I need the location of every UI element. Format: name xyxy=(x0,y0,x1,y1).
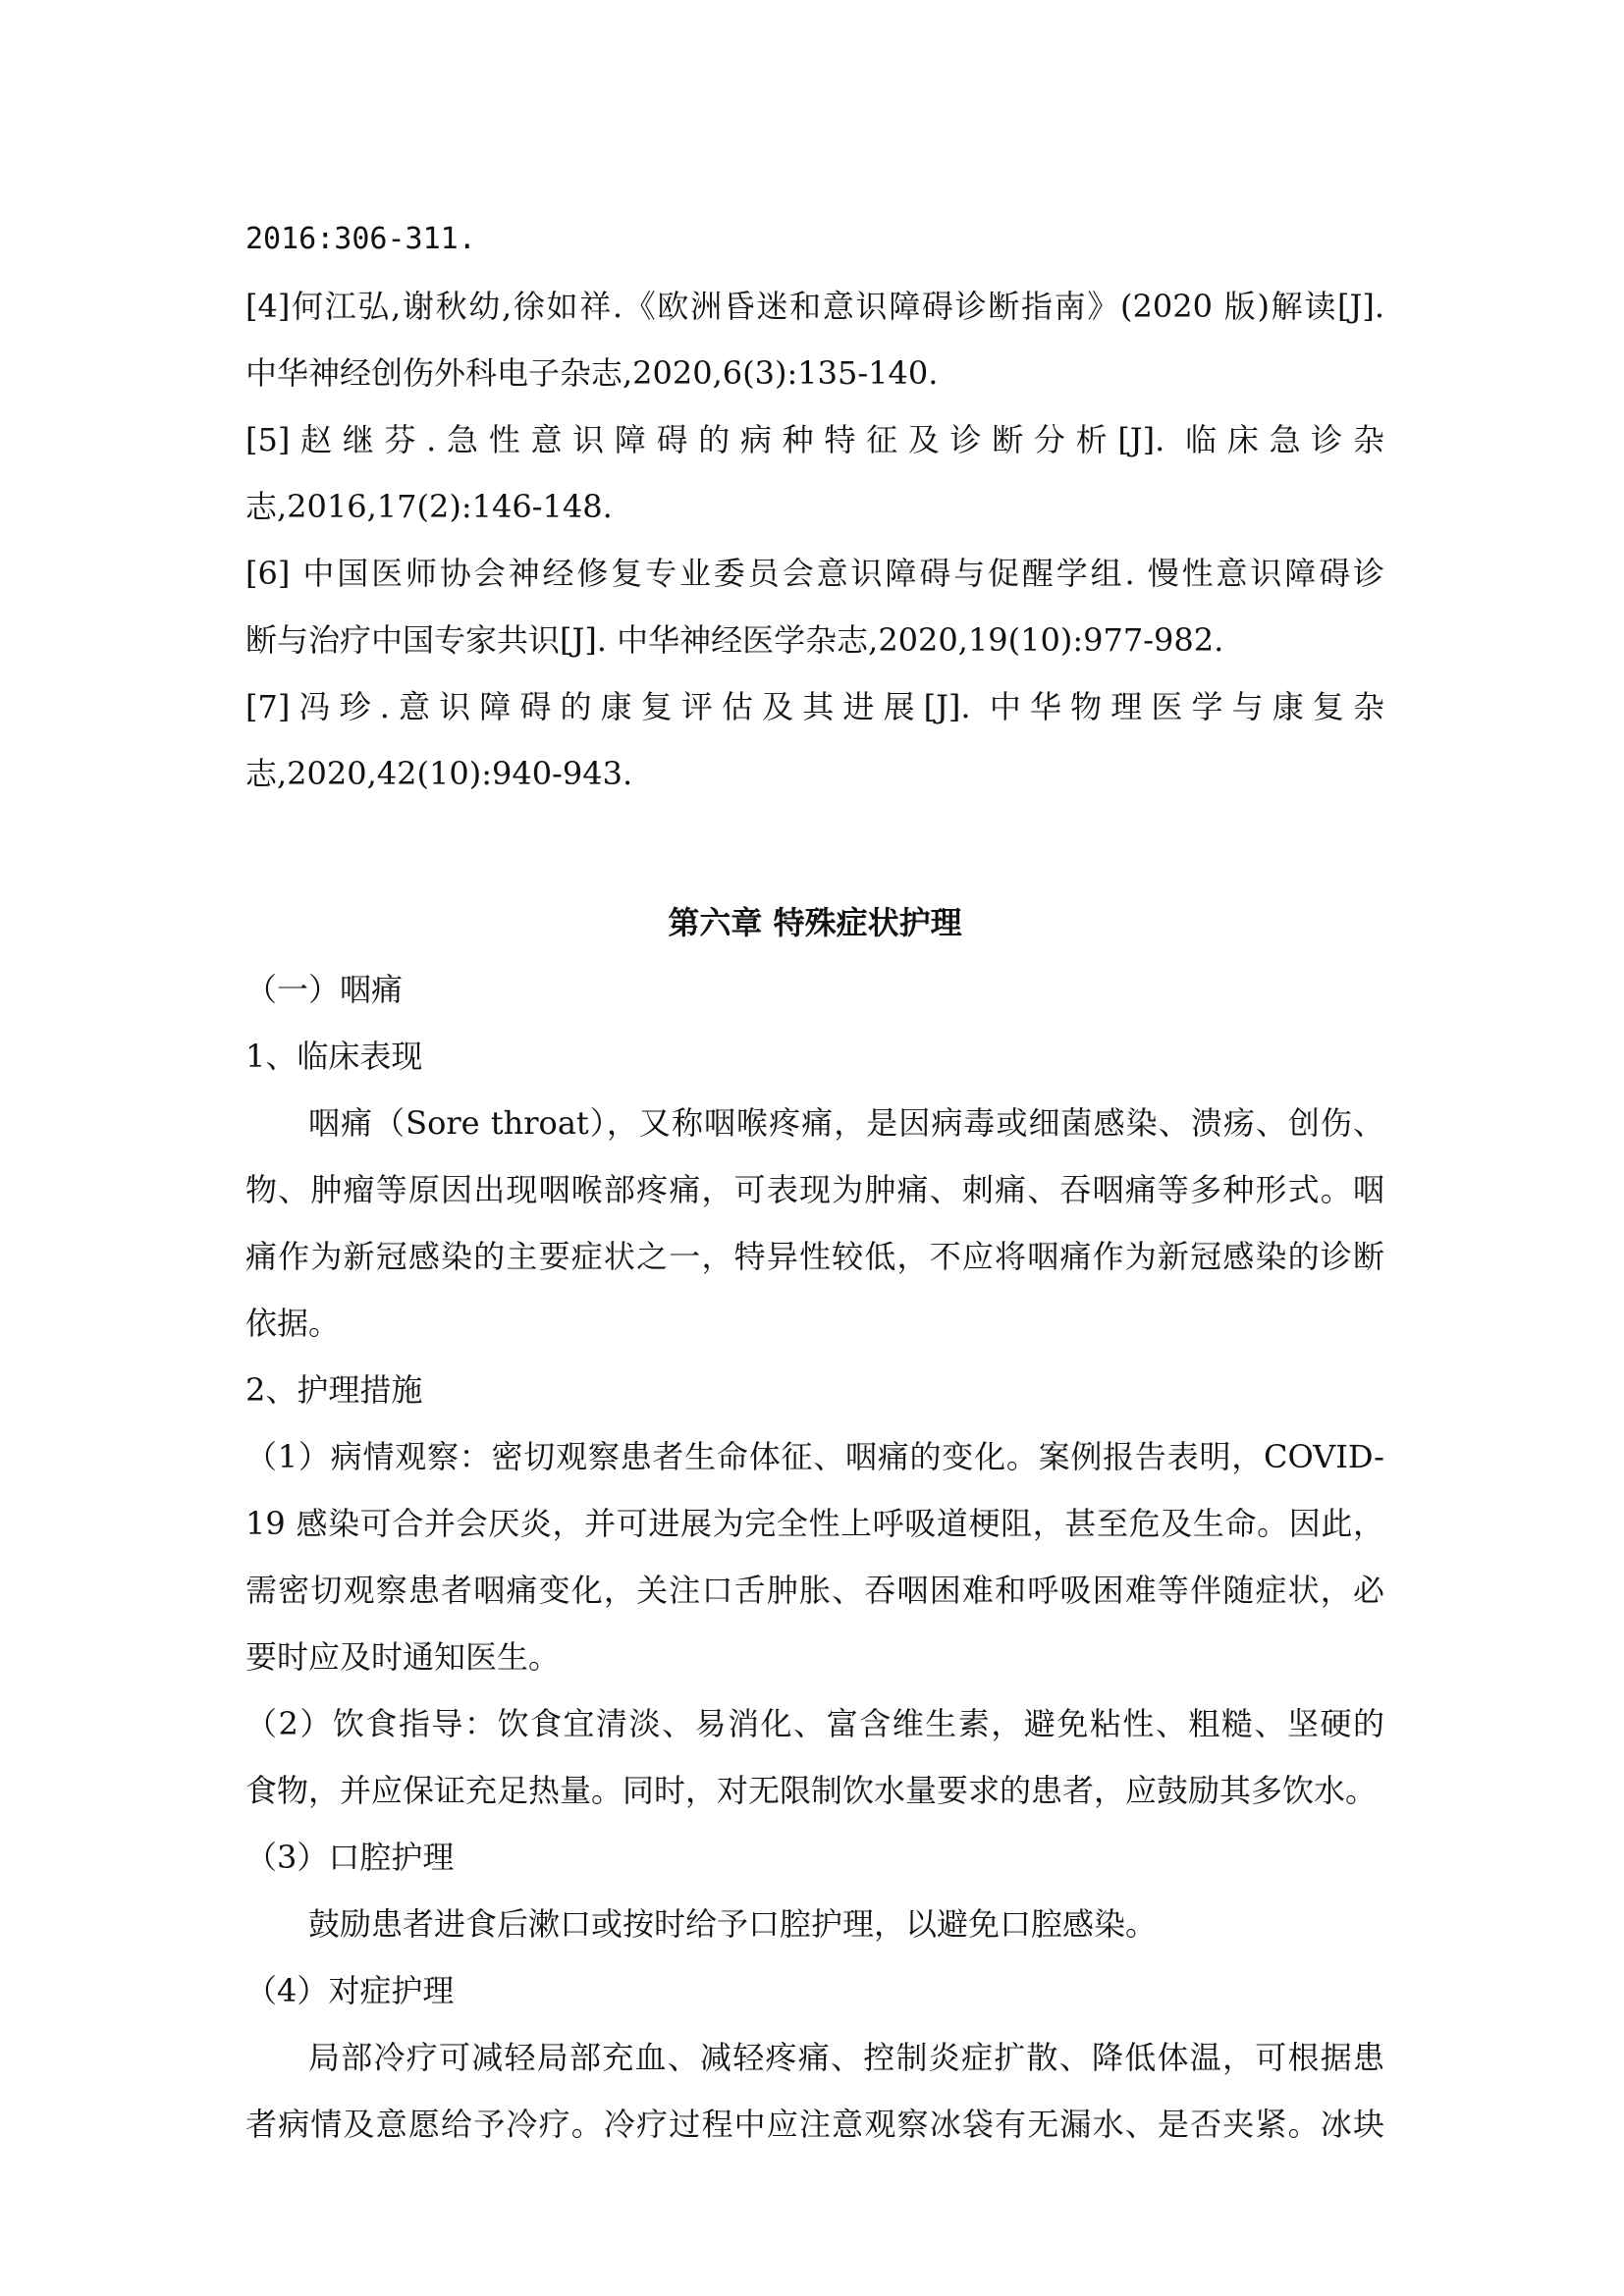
measure-3-line-1: 鼓励患者进食后漱口或按时给予口腔护理，以避免口腔感染。 xyxy=(308,1905,1158,1943)
measure-4-heading: （4）对症护理 xyxy=(245,1972,455,2009)
paragraph-1-line-1: 咽痛（Sore throat），又称咽喉疼痛，是因病毒或细菌感染、溃疡、创伤、 xyxy=(308,1104,1384,1142)
reference-6-line-2: 断与治疗中国专家共识[J]. 中华神经医学杂志,2020,19(10):977-982. xyxy=(245,621,1224,659)
reference-7-line-1: [7]冯珍.意识障碍的康复评估及其进展[J]. 中华物理医学与康复杂 xyxy=(245,688,1384,725)
reference-4-line-2: 中华神经创伤外科电子杂志,2020,6(3):135-140. xyxy=(245,354,939,392)
paragraph-1-line-2: 物、肿瘤等原因出现咽喉部疼痛，可表现为肿痛、刺痛、吞咽痛等多种形式。咽 xyxy=(245,1171,1384,1208)
measure-2-line-1: （2）饮食指导：饮食宜清淡、易消化、富含维生素，避免粘性、粗糙、坚硬的 xyxy=(245,1705,1384,1742)
measure-4-line-2: 者病情及意愿给予冷疗。冷疗过程中应注意观察冰袋有无漏水、是否夹紧。冰块 xyxy=(245,2106,1384,2143)
reference-7-line-2: 志,2020,42(10):940-943. xyxy=(245,755,633,792)
subheading-nursing-measures: 2、护理措施 xyxy=(245,1371,423,1409)
measure-2-line-2: 食物，并应保证充足热量。同时，对无限制饮水量要求的患者，应鼓励其多饮水。 xyxy=(245,1772,1378,1809)
section-heading-sore-throat: （一）咽痛 xyxy=(245,971,404,1008)
reference-4-line-1: [4]何江弘,谢秋幼,徐如祥.《欧洲昏迷和意识障碍诊断指南》(2020 版)解读[J]. xyxy=(245,288,1384,325)
paragraph-1-line-3: 痛作为新冠感染的主要症状之一，特异性较低，不应将咽痛作为新冠感染的诊断 xyxy=(245,1238,1384,1275)
subheading-clinical-manifestation: 1、临床表现 xyxy=(245,1038,423,1075)
page-content xyxy=(245,206,1384,2158)
reference-6-line-1: [6] 中国医师协会神经修复专业委员会意识障碍与促醒学组. 慢性意识障碍诊 xyxy=(245,555,1384,592)
reference-5-line-1: [5]赵继芬.急性意识障碍的病种特征及诊断分析[J]. 临床急诊杂 xyxy=(245,421,1384,458)
measure-3-heading: （3）口腔护理 xyxy=(245,1839,455,1876)
measure-1-line-3: 需密切观察患者咽痛变化，关注口舌肿胀、吞咽困难和呼吸困难等伴随症状，必 xyxy=(245,1572,1384,1609)
reference-5-line-2: 志,2016,17(2):146-148. xyxy=(245,488,613,525)
measure-1-line-1: （1）病情观察：密切观察患者生命体征、咽痛的变化。案例报告表明，COVID- xyxy=(245,1438,1384,1475)
paragraph-1-line-4: 依据。 xyxy=(245,1305,341,1342)
chapter-title: 第六章 特殊症状护理 xyxy=(668,904,962,941)
measure-4-line-1: 局部冷疗可减轻局部充血、减轻疼痛、控制炎症扩散、降低体温，可根据患 xyxy=(308,2039,1384,2076)
measure-1-line-4: 要时应及时通知医生。 xyxy=(245,1638,561,1676)
reference-3-tail: 2016:306-311. xyxy=(245,222,476,256)
measure-1-line-2: 19 感染可合并会厌炎，并可进展为完全性上呼吸道梗阻，甚至危及生命。因此， xyxy=(245,1505,1384,1542)
